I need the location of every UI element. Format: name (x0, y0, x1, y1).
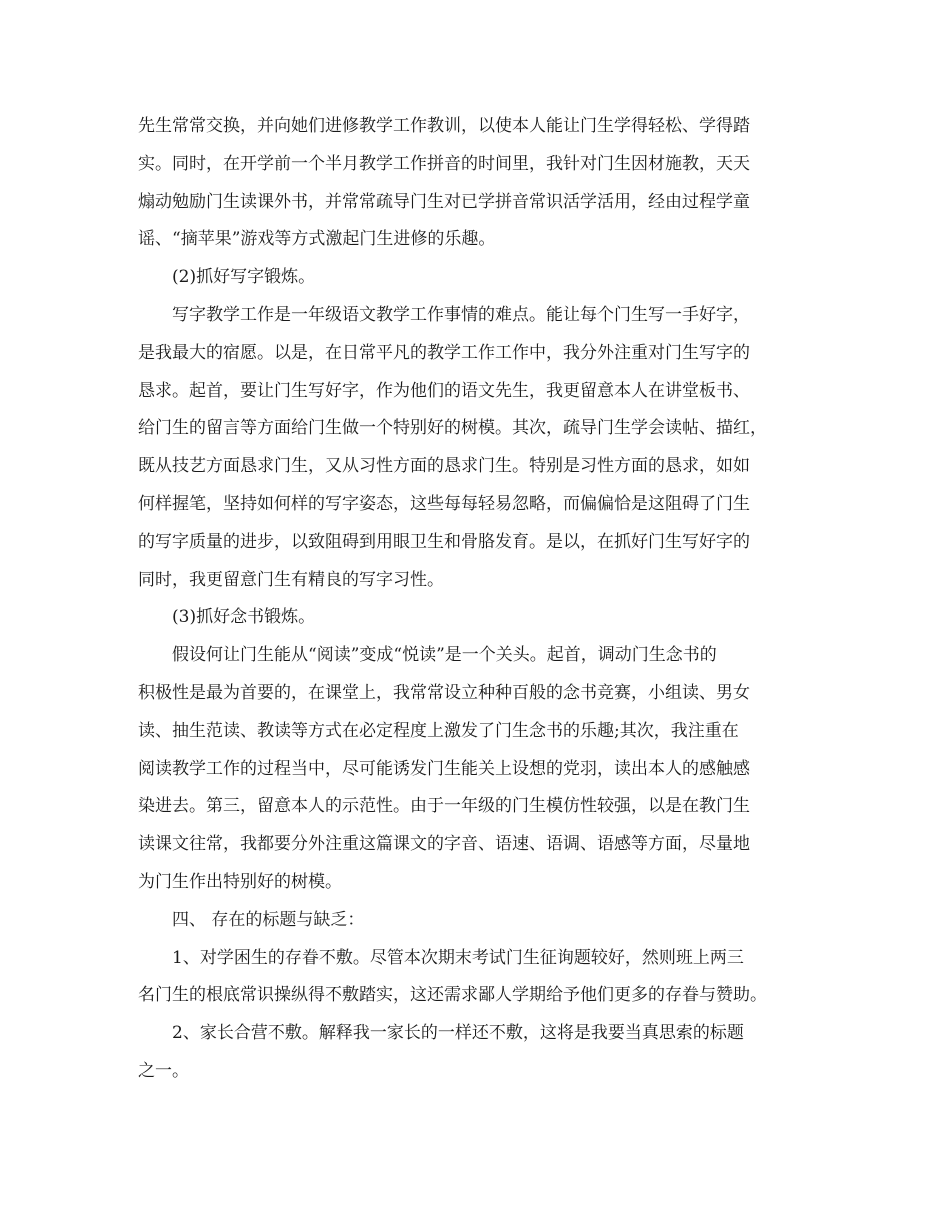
text-line: 名门生的根底常识操纵得不敷踏实，这还需求鄙人学期给予他们更多的存眷与赞助。 (138, 985, 767, 1006)
text-line: 读课文往常，我都要分外注重这篇课文的字音、语速、语调、语感等方面，尽量地 (138, 834, 750, 855)
text-line: 同时，我更留意门生有精良的写字习性。 (138, 569, 444, 590)
document-body (138, 108, 818, 1091)
text-line: 既从技艺方面恳求门生，又从习性方面的恳求门生。特别是习性方面的恳求，如如 (138, 456, 750, 477)
text-line: 的写字质量的进步，以致阻碍到用眼卫生和骨胳发育。是以，在抓好门生写好字的 (138, 531, 750, 552)
text-line: 阅读教学工作的过程当中，尽可能诱发门生能关上设想的党羽，读出本人的感触感 (138, 758, 750, 779)
text-line: 谣、“摘苹果”游戏等方式激起门生进修的乐趣。 (138, 229, 496, 250)
paragraph-start-line: 写字教学工作是一年级语文教学工作事情的难点。能让每个门生写一手好字， (172, 304, 750, 325)
text-line: 之一。 (138, 1060, 189, 1081)
paragraph-start-line: 1、对学困生的存眷不敷。尽管本次期末考试门生征询题较好，然则班上两三 (172, 947, 744, 968)
text-line: 实。同时，在开学前一个半月教学工作拼音的时间里，我针对门生因材施教，天天 (138, 153, 750, 174)
text-line: 染进去。第三，留意本人的示范性。由于一年级的门生模仿性较强，以是在教门生 (138, 796, 750, 817)
text-line: 积极性是最为首要的，在课堂上，我常常设立种种百般的念书竞赛，小组读、男女 (138, 682, 750, 703)
text-line: 给门生的留言等方面给门生做一个特别好的树模。其次，疏导门生学会读帖、描红， (138, 418, 767, 439)
text-line: 何样握笔，坚持如何样的写字姿态，这些每每轻易忽略，而偏偏恰是这阻碍了门生 (138, 493, 750, 514)
section-heading: 四、 存在的标题与缺乏： (172, 909, 365, 930)
text-line: 先生常常交换，并向她们进修教学工作教训，以使本人能让门生学得轻松、学得踏 (138, 116, 750, 136)
section-heading: (3)抓好念书锻炼。 (172, 607, 316, 628)
text-line: 是我最大的宿愿。以是，在日常平凡的教学工作工作中，我分外注重对门生写字的 (138, 342, 750, 363)
text-line: 恳求。起首，要让门生写好字，作为他们的语文先生，我更留意本人在讲堂板书、 (138, 380, 750, 401)
section-heading: (2)抓好写字锻炼。 (172, 267, 316, 288)
paragraph-start-line: 2、家长合营不敷。解释我一家长的一样还不敷，这将是我要当真思索的标题 (172, 1023, 744, 1044)
text-line: 读、抽生范读、教读等方式在必定程度上激发了门生念书的乐趣;其次，我注重在 (138, 720, 739, 741)
text-line: 为门生作出特别好的树模。 (138, 871, 342, 892)
paragraph-start-line: 假设何让门生能从“阅读”变成“悦读”是一个关头。起首，调动门生念书的 (172, 645, 717, 666)
text-line: 煽动勉励门生读课外书，并常常疏导门生对已学拼音常识活学活用，经由过程学童 (138, 191, 750, 212)
